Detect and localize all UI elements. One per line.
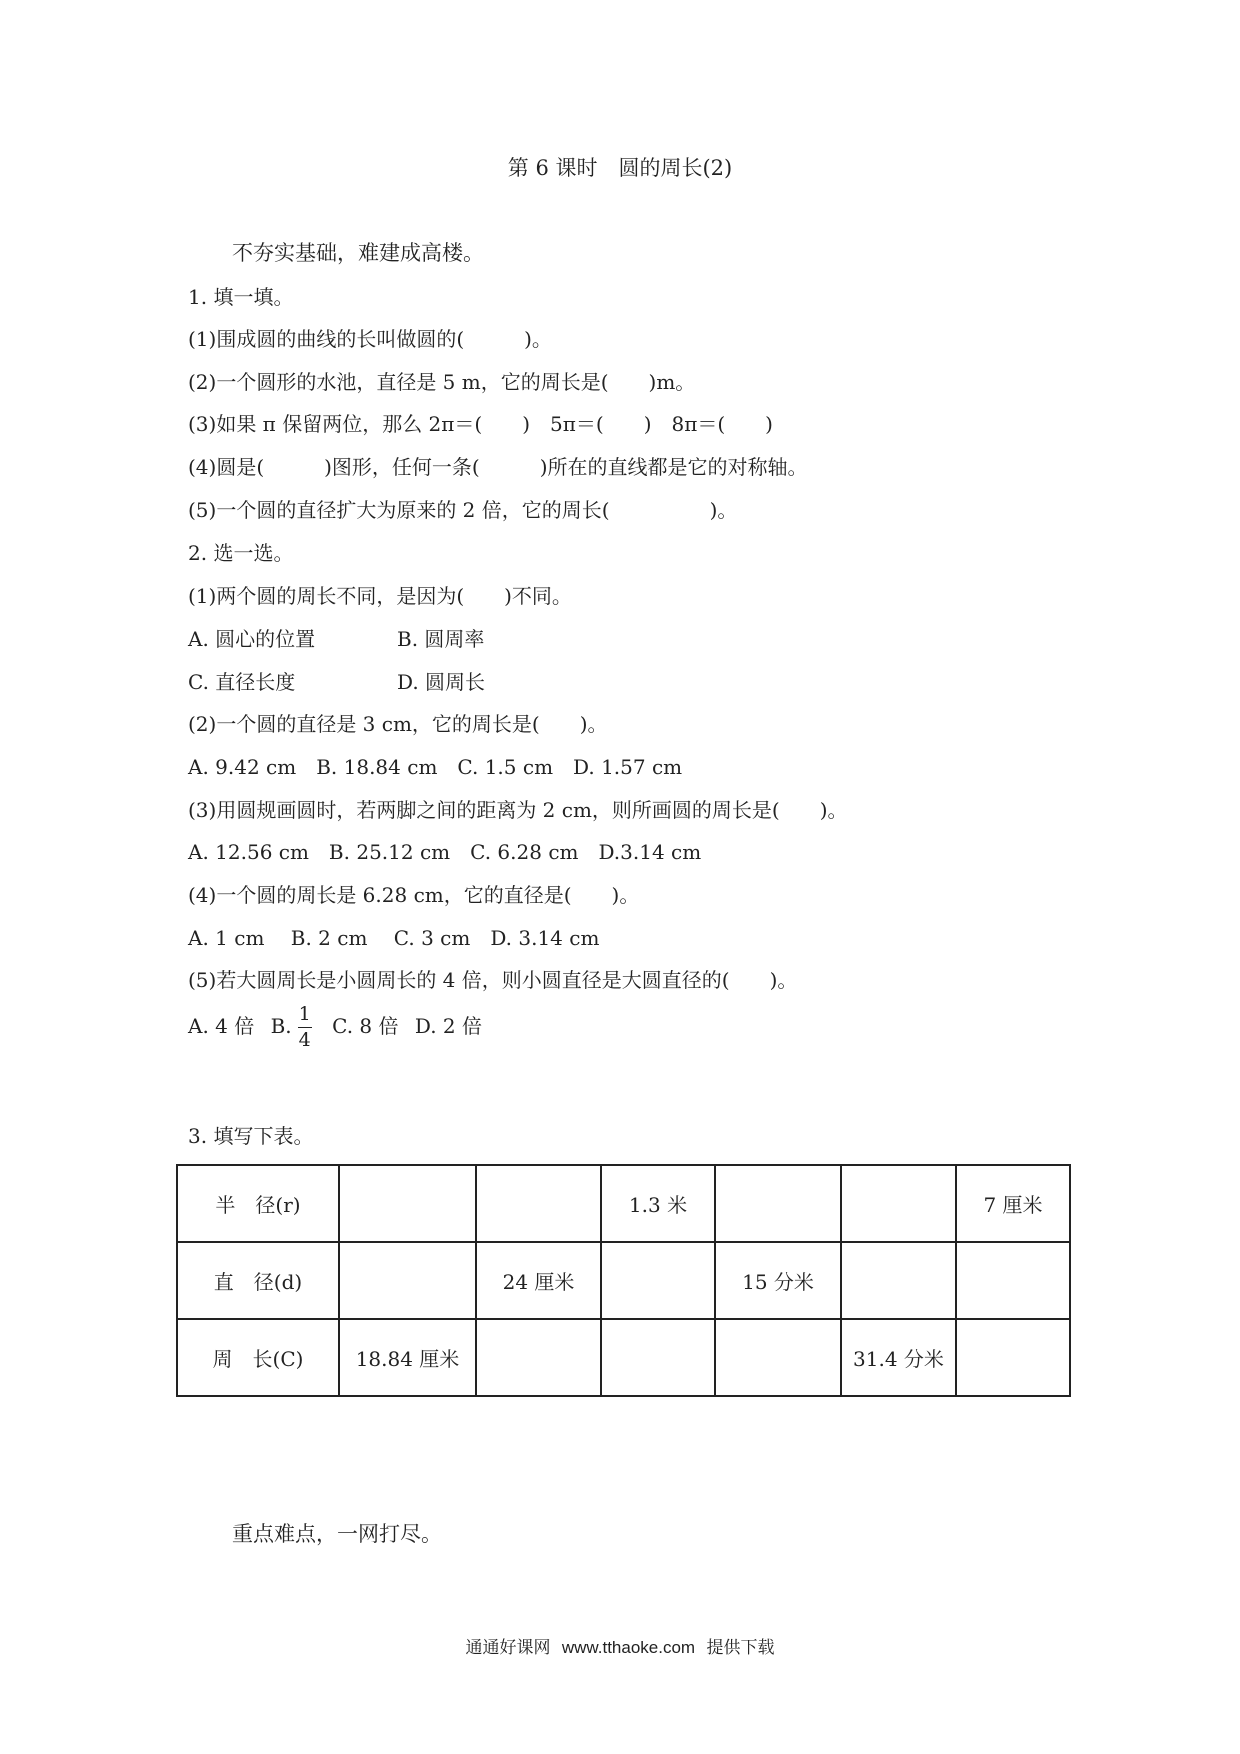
table-cell: 15 分米 bbox=[715, 1242, 841, 1319]
section1-heading: 1. 填一填。 bbox=[188, 285, 294, 309]
table-cell bbox=[476, 1319, 601, 1396]
choice-q4-options: A. 1 cm B. 2 cm C. 3 cm D. 3.14 cm bbox=[188, 926, 600, 950]
fill-item-3: (3)如果 π 保留两位，那么 2π＝( ) 5π＝( ) 8π＝( ) bbox=[188, 412, 773, 436]
fraction-numerator: 1 bbox=[298, 1005, 312, 1028]
footer-url[interactable]: www.tthaoke.com bbox=[561, 1638, 696, 1657]
choice-q1-option-a: A. 圆心的位置 bbox=[188, 627, 316, 651]
table-cell: 7 厘米 bbox=[956, 1165, 1070, 1242]
choice-q1-option-b: B. 圆周率 bbox=[397, 627, 485, 651]
table-cell bbox=[841, 1242, 956, 1319]
table-cell bbox=[476, 1165, 601, 1242]
fraction-one-quarter bbox=[298, 1005, 312, 1050]
footer-site-name: 通通好课网 bbox=[465, 1638, 551, 1658]
fill-item-2: (2)一个圆形的水池，直径是 5 m，它的周长是( )m。 bbox=[188, 370, 696, 394]
table-cell bbox=[956, 1319, 1070, 1396]
choice-q5-option-d: D. 2 倍 bbox=[414, 1014, 482, 1038]
fill-item-4: (4)圆是( )图形，任何一条( )所在的直线都是它的对称轴。 bbox=[188, 455, 808, 479]
fill-item-5: (5)一个圆的直径扩大为原来的 2 倍，它的周长( )。 bbox=[188, 498, 738, 522]
choice-q1-option-c: C. 直径长度 bbox=[188, 670, 296, 694]
choice-q5: (5)若大圆周长是小圆周长的 4 倍，则小圆直径是大圆直径的( )。 bbox=[188, 968, 798, 992]
table-cell bbox=[715, 1319, 841, 1396]
choice-q5-option-a: A. 4 倍 bbox=[188, 1014, 255, 1038]
choice-q2-options: A. 9.42 cm B. 18.84 cm C. 1.5 cm D. 1.57 cm bbox=[188, 755, 683, 779]
table-row-diameter bbox=[177, 1242, 1070, 1319]
circle-table bbox=[176, 1164, 1071, 1397]
table-row-circumference bbox=[177, 1319, 1070, 1396]
motto-top: 不夯实基础，难建成高楼。 bbox=[232, 241, 484, 265]
row-header-radius: 半 径(r) bbox=[177, 1165, 339, 1242]
row-header-circumference: 周 长(C) bbox=[177, 1319, 339, 1396]
table-cell bbox=[841, 1165, 956, 1242]
choice-q3: (3)用圆规画圆时，若两脚之间的距离为 2 cm，则所画圆的周长是( )。 bbox=[188, 798, 848, 822]
table-cell bbox=[339, 1242, 476, 1319]
choice-q5-option-b-label: B. bbox=[270, 1014, 292, 1038]
section3-heading: 3. 填写下表。 bbox=[188, 1124, 314, 1148]
choice-q5-options bbox=[188, 1005, 482, 1050]
motto-bottom: 重点难点，一网打尽。 bbox=[232, 1522, 442, 1546]
page-footer bbox=[0, 1633, 1240, 1658]
table-cell: 1.3 米 bbox=[601, 1165, 715, 1242]
row-header-diameter: 直 径(d) bbox=[177, 1242, 339, 1319]
table-cell bbox=[601, 1319, 715, 1396]
fill-item-1: (1)围成圆的曲线的长叫做圆的( )。 bbox=[188, 327, 552, 351]
table-row-radius bbox=[177, 1165, 1070, 1242]
choice-q5-option-c: C. 8 倍 bbox=[332, 1014, 399, 1038]
choice-q1: (1)两个圆的周长不同，是因为( )不同。 bbox=[188, 584, 572, 608]
table-cell bbox=[715, 1165, 841, 1242]
table-cell bbox=[956, 1242, 1070, 1319]
choice-q3-options: A. 12.56 cm B. 25.12 cm C. 6.28 cm D.3.14 cm bbox=[188, 840, 702, 864]
choice-q4: (4)一个圆的周长是 6.28 cm，它的直径是( )。 bbox=[188, 883, 640, 907]
page-title: 第 6 课时 圆的周长(2) bbox=[507, 156, 733, 180]
table-cell: 18.84 厘米 bbox=[339, 1319, 476, 1396]
table-cell: 24 厘米 bbox=[476, 1242, 601, 1319]
fraction-denominator: 4 bbox=[298, 1029, 311, 1051]
section2-heading: 2. 选一选。 bbox=[188, 541, 294, 565]
table-cell bbox=[339, 1165, 476, 1242]
table-cell: 31.4 分米 bbox=[841, 1319, 956, 1396]
table-cell bbox=[601, 1242, 715, 1319]
choice-q1-option-d: D. 圆周长 bbox=[397, 670, 486, 694]
choice-q2: (2)一个圆的直径是 3 cm，它的周长是( )。 bbox=[188, 712, 608, 736]
footer-suffix: 提供下载 bbox=[706, 1638, 775, 1658]
